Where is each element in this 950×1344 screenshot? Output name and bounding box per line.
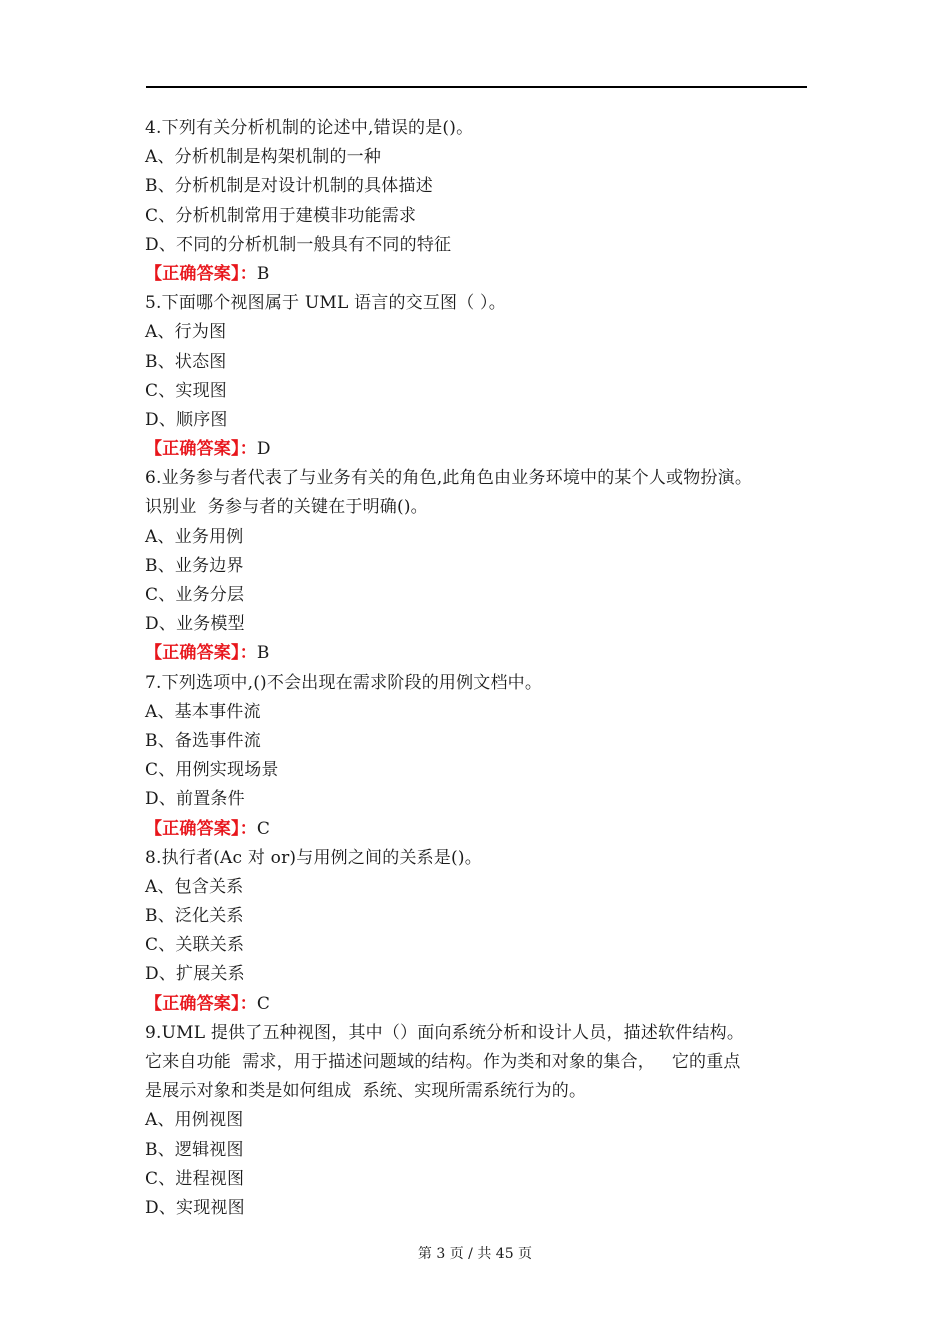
question-block [145, 669, 825, 844]
option-a: A、基本事件流 [145, 701, 261, 722]
page-footer: 第 3 页 / 共 45 页 [417, 1246, 533, 1262]
answer-line [145, 815, 825, 844]
question-stem: 8.执行者(Ac 对 or)与用例之间的关系是()。 [145, 847, 482, 868]
question-stem-continued: 识别业 务参与者的关键在于明确()。 [145, 497, 428, 518]
answer-line [145, 435, 825, 464]
question-stem-continued: 是展示对象和类是如何组成 系统、实现所需系统行为的。 [145, 1081, 587, 1102]
option-d: D、实现视图 [145, 1197, 245, 1218]
option-c: C、业务分层 [145, 585, 245, 605]
option-d: D、扩展关系 [145, 964, 245, 985]
option-d: D、不同的分析机制一般具有不同的特征 [145, 234, 452, 255]
option-b: B、分析机制是对设计机制的具体描述 [145, 176, 433, 197]
answer-value: C [256, 818, 271, 839]
question-block [145, 114, 825, 289]
answer-line [145, 639, 825, 668]
option-b: B、业务边界 [145, 555, 244, 576]
option-d: D、顺序图 [145, 409, 228, 430]
option-a: A、分析机制是构架机制的一种 [145, 147, 382, 168]
option-d: D、前置条件 [145, 789, 245, 810]
option-c: C、用例实现场景 [145, 760, 279, 781]
option-b: B、泛化关系 [145, 906, 244, 927]
question-block [145, 289, 825, 464]
option-c: C、实现图 [145, 380, 228, 401]
answer-value: B [256, 263, 270, 284]
answer-label: 【正确答案】： [145, 439, 257, 460]
answer-value: D [256, 439, 271, 460]
answer-label: 【正确答案】： [145, 263, 257, 284]
answer-value: B [256, 643, 270, 664]
option-c: C、分析机制常用于建模非功能需求 [145, 205, 417, 226]
answer-label: 【正确答案】： [145, 993, 257, 1014]
question-stem: 9.UML 提供了五种视图，其中（）面向系统分析和设计人员，描述软件结构。 [145, 1022, 745, 1043]
option-b: B、状态图 [145, 351, 227, 372]
question-block [145, 844, 825, 1019]
header-rule [146, 86, 807, 88]
question-stem: 4.下列有关分析机制的论述中,错误的是()。 [145, 118, 474, 138]
question-block [145, 1019, 825, 1223]
question-list [145, 114, 825, 1223]
answer-line [145, 990, 825, 1019]
option-b: B、逻辑视图 [145, 1139, 244, 1160]
option-d: D、业务模型 [145, 614, 245, 635]
answer-label: 【正确答案】： [145, 818, 257, 839]
answer-value: C [256, 993, 271, 1014]
option-a: A、用例视图 [145, 1110, 244, 1131]
question-stem: 6.业务参与者代表了与业务有关的角色,此角色由业务环境中的某个人或物扮演。 [145, 468, 753, 489]
option-c: C、关联关系 [145, 935, 245, 956]
option-a: A、业务用例 [145, 526, 244, 547]
answer-label: 【正确答案】： [145, 643, 257, 664]
question-stem-continued: 它来自功能 需求，用于描述问题域的结构。作为类和对象的集合， 它的重点 [145, 1052, 741, 1072]
option-c: C、进程视图 [145, 1168, 245, 1189]
option-a: A、行为图 [145, 322, 227, 343]
option-b: B、备选事件流 [145, 730, 261, 751]
answer-line [145, 260, 825, 289]
option-a: A、包含关系 [145, 876, 244, 897]
question-stem: 5.下面哪个视图属于 UML 语言的交互图（ ）。 [145, 293, 506, 314]
question-block [145, 464, 825, 668]
question-stem: 7.下列选项中,()不会出现在需求阶段的用例文档中。 [145, 672, 543, 693]
